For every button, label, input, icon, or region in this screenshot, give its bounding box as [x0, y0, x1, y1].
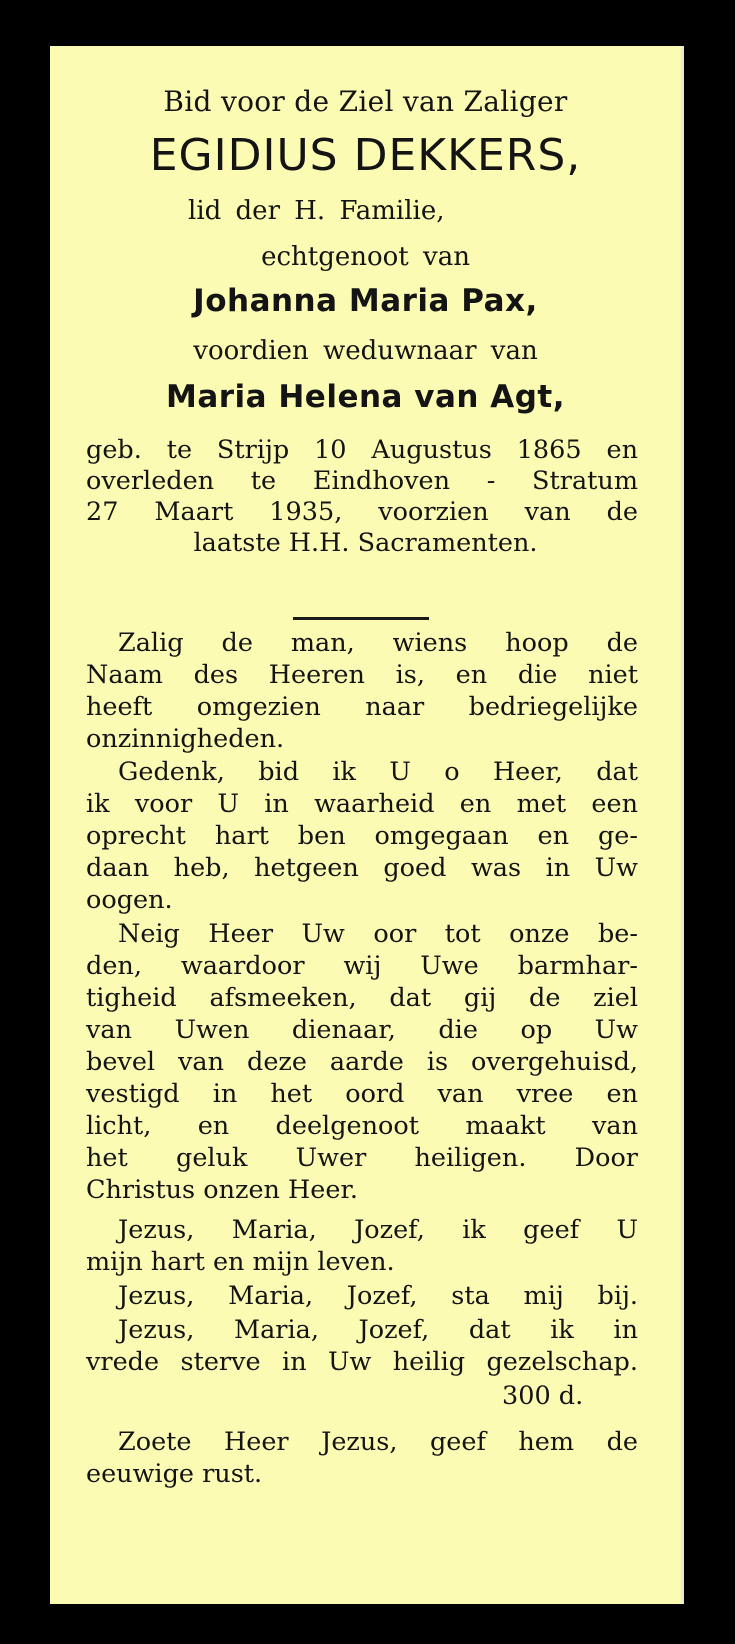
invocation-line: Bid voor de Ziel van Zaliger: [163, 85, 568, 118]
closing-line: Zoete Heer Jezus, geef hem de: [118, 1427, 638, 1457]
prayer-line: het geluk Uwer heiligen. Door: [86, 1143, 638, 1173]
prayer-line: den, waardoor wij Uwe barmhar-: [86, 951, 638, 981]
biography-line: 27 Maart 1935, voorzien van de: [86, 497, 638, 527]
prayer-line: heeft omgezien naar bedriegelijke: [86, 692, 638, 722]
prayer-line: oprecht hart ben omgegaan en ge-: [86, 821, 638, 851]
prayer-line: bevel van deze aarde is overgehuisd,: [86, 1047, 638, 1077]
prayer-line: vestigd in het oord van vree en: [86, 1079, 638, 1109]
ejaculation-line: vrede sterve in Uw heilig gezelschap.: [86, 1347, 638, 1377]
prayer-line: licht, en deelgenoot maakt van: [86, 1111, 638, 1141]
prayer-line: Zalig de man, wiens hoop de: [118, 628, 638, 658]
prayer-line: Neig Heer Uw oor tot onze be-: [118, 919, 638, 949]
ejaculation-line: mijn hart en mijn leven.: [86, 1247, 395, 1277]
biography-line: overleden te Eindhoven - Stratum: [86, 466, 638, 496]
ejaculation-line: Jezus, Maria, Jozef, sta mij bij.: [118, 1281, 638, 1311]
prayer-line: Christus onzen Heer.: [86, 1175, 358, 1205]
prayer-line: oogen.: [86, 885, 173, 915]
spouse-intro-line: echtgenoot van: [261, 242, 470, 272]
divider-rule: [293, 617, 429, 620]
prayer-line: onzinnigheden.: [86, 724, 285, 754]
widower-line: voordien weduwnaar van: [193, 336, 538, 366]
former-spouse-name: Maria Helena van Agt,: [165, 379, 566, 415]
closing-line: eeuwige rust.: [86, 1459, 263, 1489]
deceased-name: EGIDIUS DEKKERS,: [149, 130, 582, 181]
spouse-name: Johanna Maria Pax,: [193, 283, 538, 319]
prayer-line: tigheid afsmeeken, dat gij de ziel: [86, 983, 638, 1013]
prayer-line: Gedenk, bid ik U o Heer, dat: [118, 757, 638, 787]
prayer-line: ik voor U in waarheid en met een: [86, 789, 638, 819]
prayer-line: van Uwen dienaar, die op Uw: [86, 1015, 638, 1045]
membership-line: lid der H. Familie,: [188, 196, 445, 226]
memorial-card: [50, 46, 684, 1604]
prayer-line: daan heb, hetgeen goed was in Uw: [86, 853, 638, 883]
biography-line: geb. te Strijp 10 Augustus 1865 en: [86, 435, 638, 465]
ejaculation-line: Jezus, Maria, Jozef, dat ik in: [118, 1315, 638, 1345]
ejaculation-line: Jezus, Maria, Jozef, ik geef U: [118, 1215, 638, 1245]
biography-line: laatste H.H. Sacramenten.: [193, 528, 538, 558]
indulgence-note: 300 d.: [502, 1381, 584, 1411]
prayer-line: Naam des Heeren is, en die niet: [86, 660, 638, 690]
